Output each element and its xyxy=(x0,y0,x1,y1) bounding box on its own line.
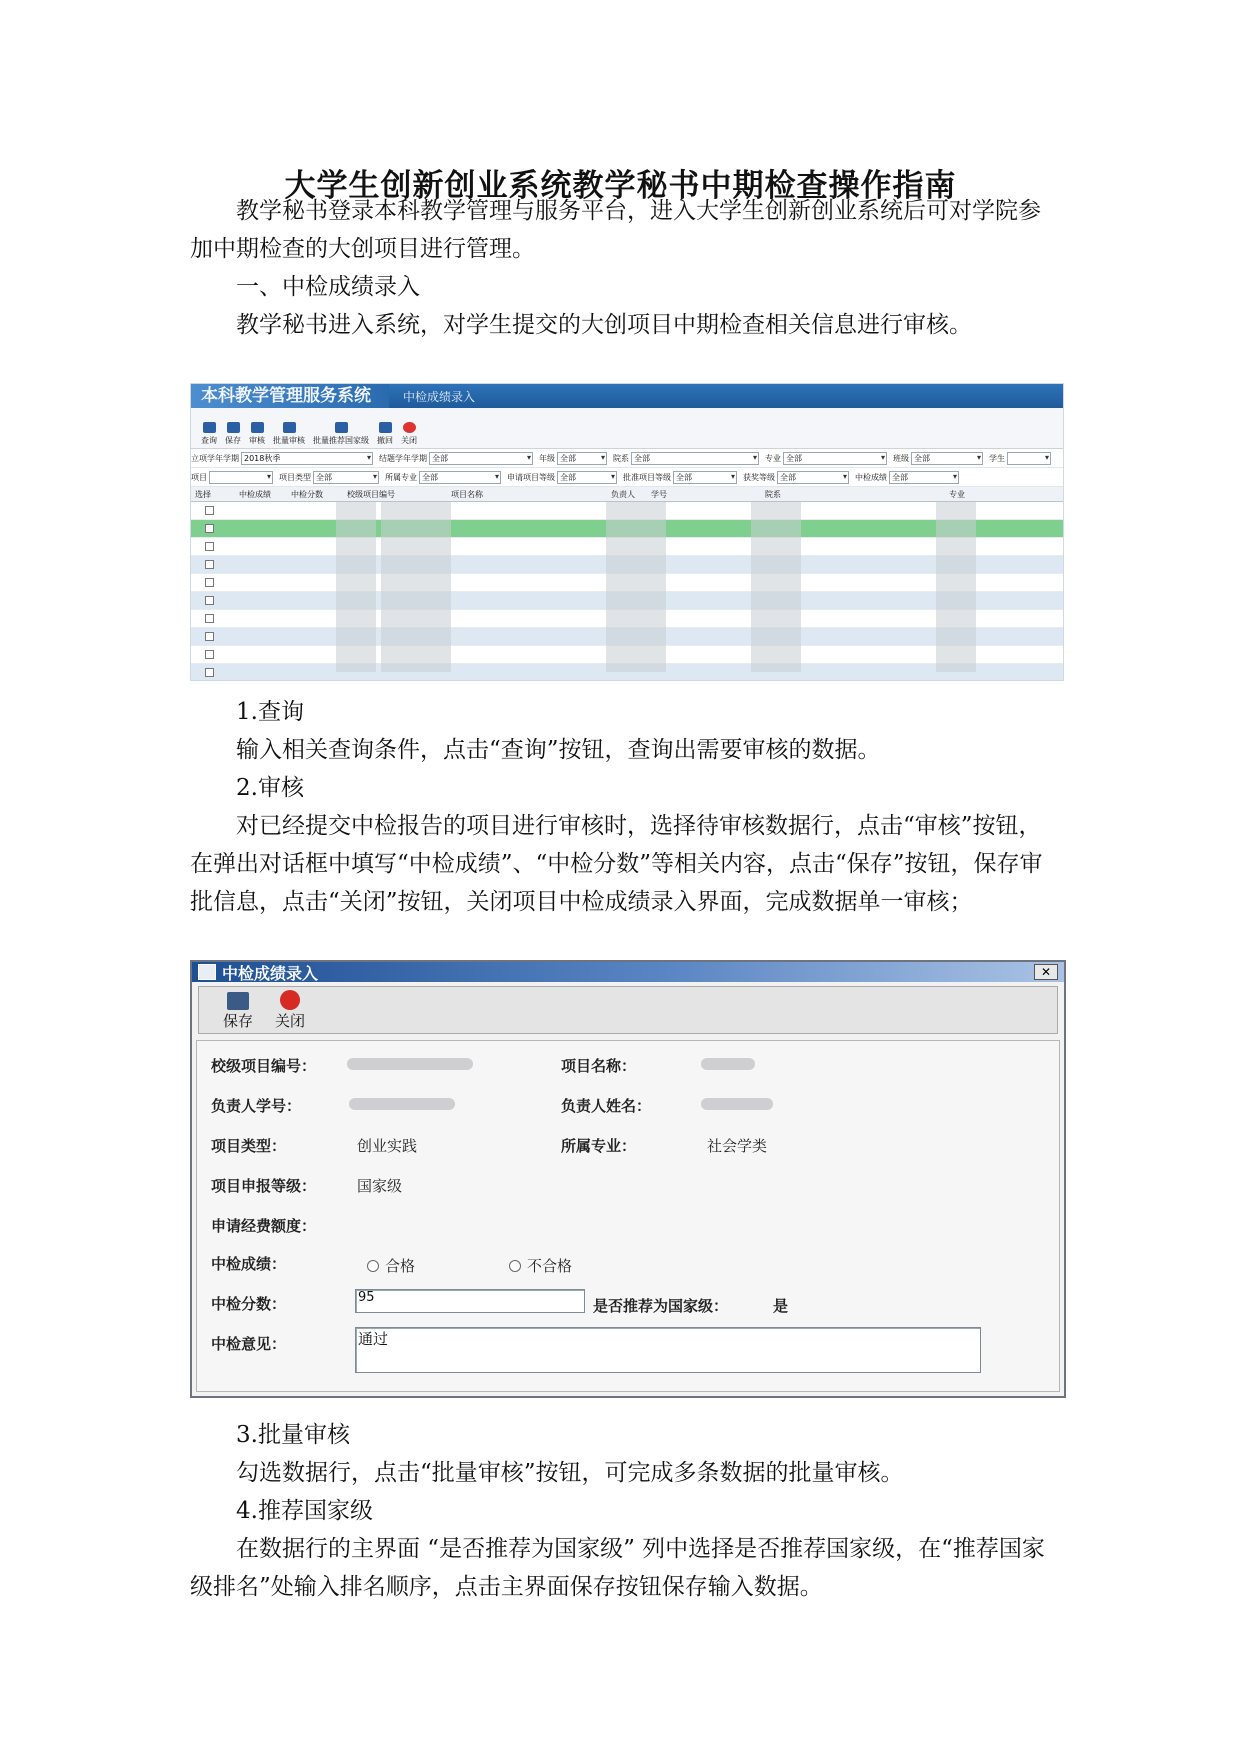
apply-level-label: 项目申报等级： xyxy=(211,1177,317,1195)
recommend-value: 是 xyxy=(773,1297,789,1315)
dialog-close-action[interactable]: 关闭 xyxy=(275,990,305,1033)
query-button[interactable]: 查询 xyxy=(201,422,217,448)
withdraw-button[interactable]: 撤回 xyxy=(377,422,393,448)
form-icon xyxy=(198,964,216,980)
dialog-save-button[interactable]: 保存 xyxy=(223,992,253,1033)
apply-level-value: 国家级 xyxy=(357,1177,403,1195)
app-brand: 本科教学管理服务系统 xyxy=(191,384,389,408)
batch-recommend-button[interactable]: 批量推荐国家级 xyxy=(313,422,369,448)
project-name-label: 项目名称： xyxy=(561,1057,637,1075)
student-input[interactable] xyxy=(1007,452,1051,465)
grade-fail-radio[interactable]: 不合格 xyxy=(509,1255,572,1276)
dialog-close-button[interactable]: ✕ xyxy=(1034,964,1058,980)
batch-review-icon xyxy=(283,422,296,433)
step1-text: 输入相关查询条件，点击“查询”按钮，查询出需要审核的数据。 xyxy=(236,737,881,763)
midterm-entry-dialog xyxy=(190,960,1066,1398)
row-checkbox[interactable] xyxy=(205,614,214,623)
grade-select[interactable]: 全部 ▾ xyxy=(557,452,607,465)
filter-row-1: 立项学年学期 2018秋季 ▾ 结题学年学期 全部 ▾ 年级 全部 ▾ 院系 全部 ▾ 专业 全部 ▾ 班级 全部 ▾ 学生 ▾ xyxy=(191,449,1063,468)
review-icon xyxy=(251,422,264,433)
row-checkbox[interactable] xyxy=(205,632,214,641)
save-button[interactable]: 保存 xyxy=(225,422,241,448)
withdraw-icon xyxy=(379,422,392,433)
leader-id-label: 负责人学号： xyxy=(211,1097,302,1115)
major-value: 社会学类 xyxy=(707,1137,768,1155)
row-checkbox[interactable] xyxy=(205,524,214,533)
project-type-select[interactable]: 全部 ▾ xyxy=(313,471,379,484)
project-type-label: 项目类型： xyxy=(211,1137,287,1155)
intro-paragraph: 教学秘书登录本科教学管理与服务平台，进入大学生创新创业系统后可对学院参加中期检查的大创项目进行管理。 xyxy=(190,198,1041,262)
row-checkbox[interactable] xyxy=(205,560,214,569)
close-button[interactable]: 关闭 xyxy=(401,422,417,448)
step4-heading: 4.推荐国家级 xyxy=(236,1498,373,1524)
close-icon xyxy=(280,990,300,1010)
save-icon xyxy=(227,992,249,1010)
project-input[interactable] xyxy=(209,471,273,484)
grade-pass-radio[interactable]: 合格 xyxy=(367,1255,415,1276)
step2-heading: 2.审核 xyxy=(236,775,304,801)
dialog-title: 中检成绩录入 xyxy=(222,963,319,983)
step3-heading: 3.批量审核 xyxy=(236,1422,350,1448)
tab-midterm-entry[interactable]: 中检成绩录入 xyxy=(403,389,476,404)
start-term-select[interactable]: 2018秋季 ▾ xyxy=(241,452,373,465)
app-header xyxy=(191,384,1063,408)
recommend-icon xyxy=(335,422,348,433)
redacted-value xyxy=(349,1098,455,1110)
review-button[interactable]: 审核 xyxy=(249,422,265,448)
project-type-value: 创业实践 xyxy=(357,1137,418,1155)
save-icon xyxy=(227,422,240,433)
query-icon xyxy=(203,422,216,433)
opinion-textarea[interactable]: 通过 xyxy=(355,1327,981,1373)
main-toolbar xyxy=(191,408,1063,449)
leader-name-label: 负责人姓名： xyxy=(561,1097,652,1115)
redacted-column xyxy=(751,502,801,672)
department-select[interactable]: 全部 ▾ xyxy=(631,452,759,465)
major-select[interactable]: 全部 ▾ xyxy=(783,452,887,465)
dialog-form xyxy=(196,1040,1060,1392)
midterm-grade-select[interactable]: 全部 ▾ xyxy=(889,471,959,484)
project-major-select[interactable]: 全部 ▾ xyxy=(419,471,501,484)
document-title: 大学生创新创业系统教学秘书中期检查操作指南 xyxy=(284,168,957,204)
section1-heading: 一、中检成绩录入 xyxy=(236,274,420,300)
batch-review-button[interactable]: 批量审核 xyxy=(273,422,305,448)
score-label: 中检分数： xyxy=(211,1295,287,1313)
redacted-value xyxy=(347,1058,473,1070)
opinion-label: 中检意见： xyxy=(211,1335,287,1353)
grid-body xyxy=(191,502,1063,681)
grid-header: 选择 中检成绩 中检分数 校级项目编号 项目名称 负责人 学号 院系 专业 xyxy=(191,487,1063,502)
section1-text: 教学秘书进入系统，对学生提交的大创项目中期检查相关信息进行审核。 xyxy=(236,312,972,338)
close-icon xyxy=(403,422,416,433)
approved-level-select[interactable]: 全部 ▾ xyxy=(673,471,737,484)
project-no-label: 校级项目编号： xyxy=(211,1057,317,1075)
step2-text: 对已经提交中检报告的项目进行审核时，选择待审核数据行，点击“审核”按钮，在弹出对话框中填写“中检成绩”、“中检分数”等相关内容，点击“保存”按钮，保存审批信息，点击“关闭”按钮，关闭项目中检成绩录入界面，完成数据单一审核； xyxy=(190,813,1043,915)
redacted-value xyxy=(701,1058,755,1070)
major-label: 所属专业： xyxy=(561,1137,637,1155)
midterm-grade-label: 中检成绩： xyxy=(211,1255,287,1273)
budget-label: 申请经费额度： xyxy=(211,1217,317,1235)
redacted-column xyxy=(336,502,376,672)
step3-text: 勾选数据行，点击“批量审核”按钮，可完成多条数据的批量审核。 xyxy=(236,1460,904,1486)
redacted-column xyxy=(936,502,976,672)
class-select[interactable]: 全部 ▾ xyxy=(911,452,983,465)
recommend-label: 是否推荐为国家级： xyxy=(593,1297,729,1315)
redacted-column xyxy=(381,502,451,672)
row-checkbox[interactable] xyxy=(205,650,214,659)
row-checkbox[interactable] xyxy=(205,542,214,551)
redacted-column xyxy=(606,502,666,672)
row-checkbox[interactable] xyxy=(205,596,214,605)
main-list-screenshot xyxy=(190,383,1064,681)
score-input[interactable]: 95 xyxy=(355,1289,585,1313)
dialog-titlebar xyxy=(192,962,1064,982)
apply-level-select[interactable]: 全部 ▾ xyxy=(557,471,617,484)
step4-text: 在数据行的主界面 “是否推荐为国家级” 列中选择是否推荐国家级，在“推荐国家级排名”处输入排名顺序，点击主界面保存按钮保存输入数据。 xyxy=(190,1536,1045,1600)
filter-row-2: 项目 ▾ 项目类型 全部 ▾ 所属专业 全部 ▾ 申请项目等级 全部 ▾ 批准项目等级 全部 ▾ 获奖等级 全部 ▾ 中检成绩 全部 ▾ xyxy=(191,468,1063,487)
row-checkbox[interactable] xyxy=(205,578,214,587)
award-level-select[interactable]: 全部 ▾ xyxy=(777,471,849,484)
row-checkbox[interactable] xyxy=(205,668,214,677)
row-checkbox[interactable] xyxy=(205,506,214,515)
step1-heading: 1.查询 xyxy=(236,699,304,725)
redacted-value xyxy=(701,1098,773,1110)
dialog-toolbar xyxy=(198,986,1058,1034)
end-term-select[interactable]: 全部 ▾ xyxy=(429,452,533,465)
